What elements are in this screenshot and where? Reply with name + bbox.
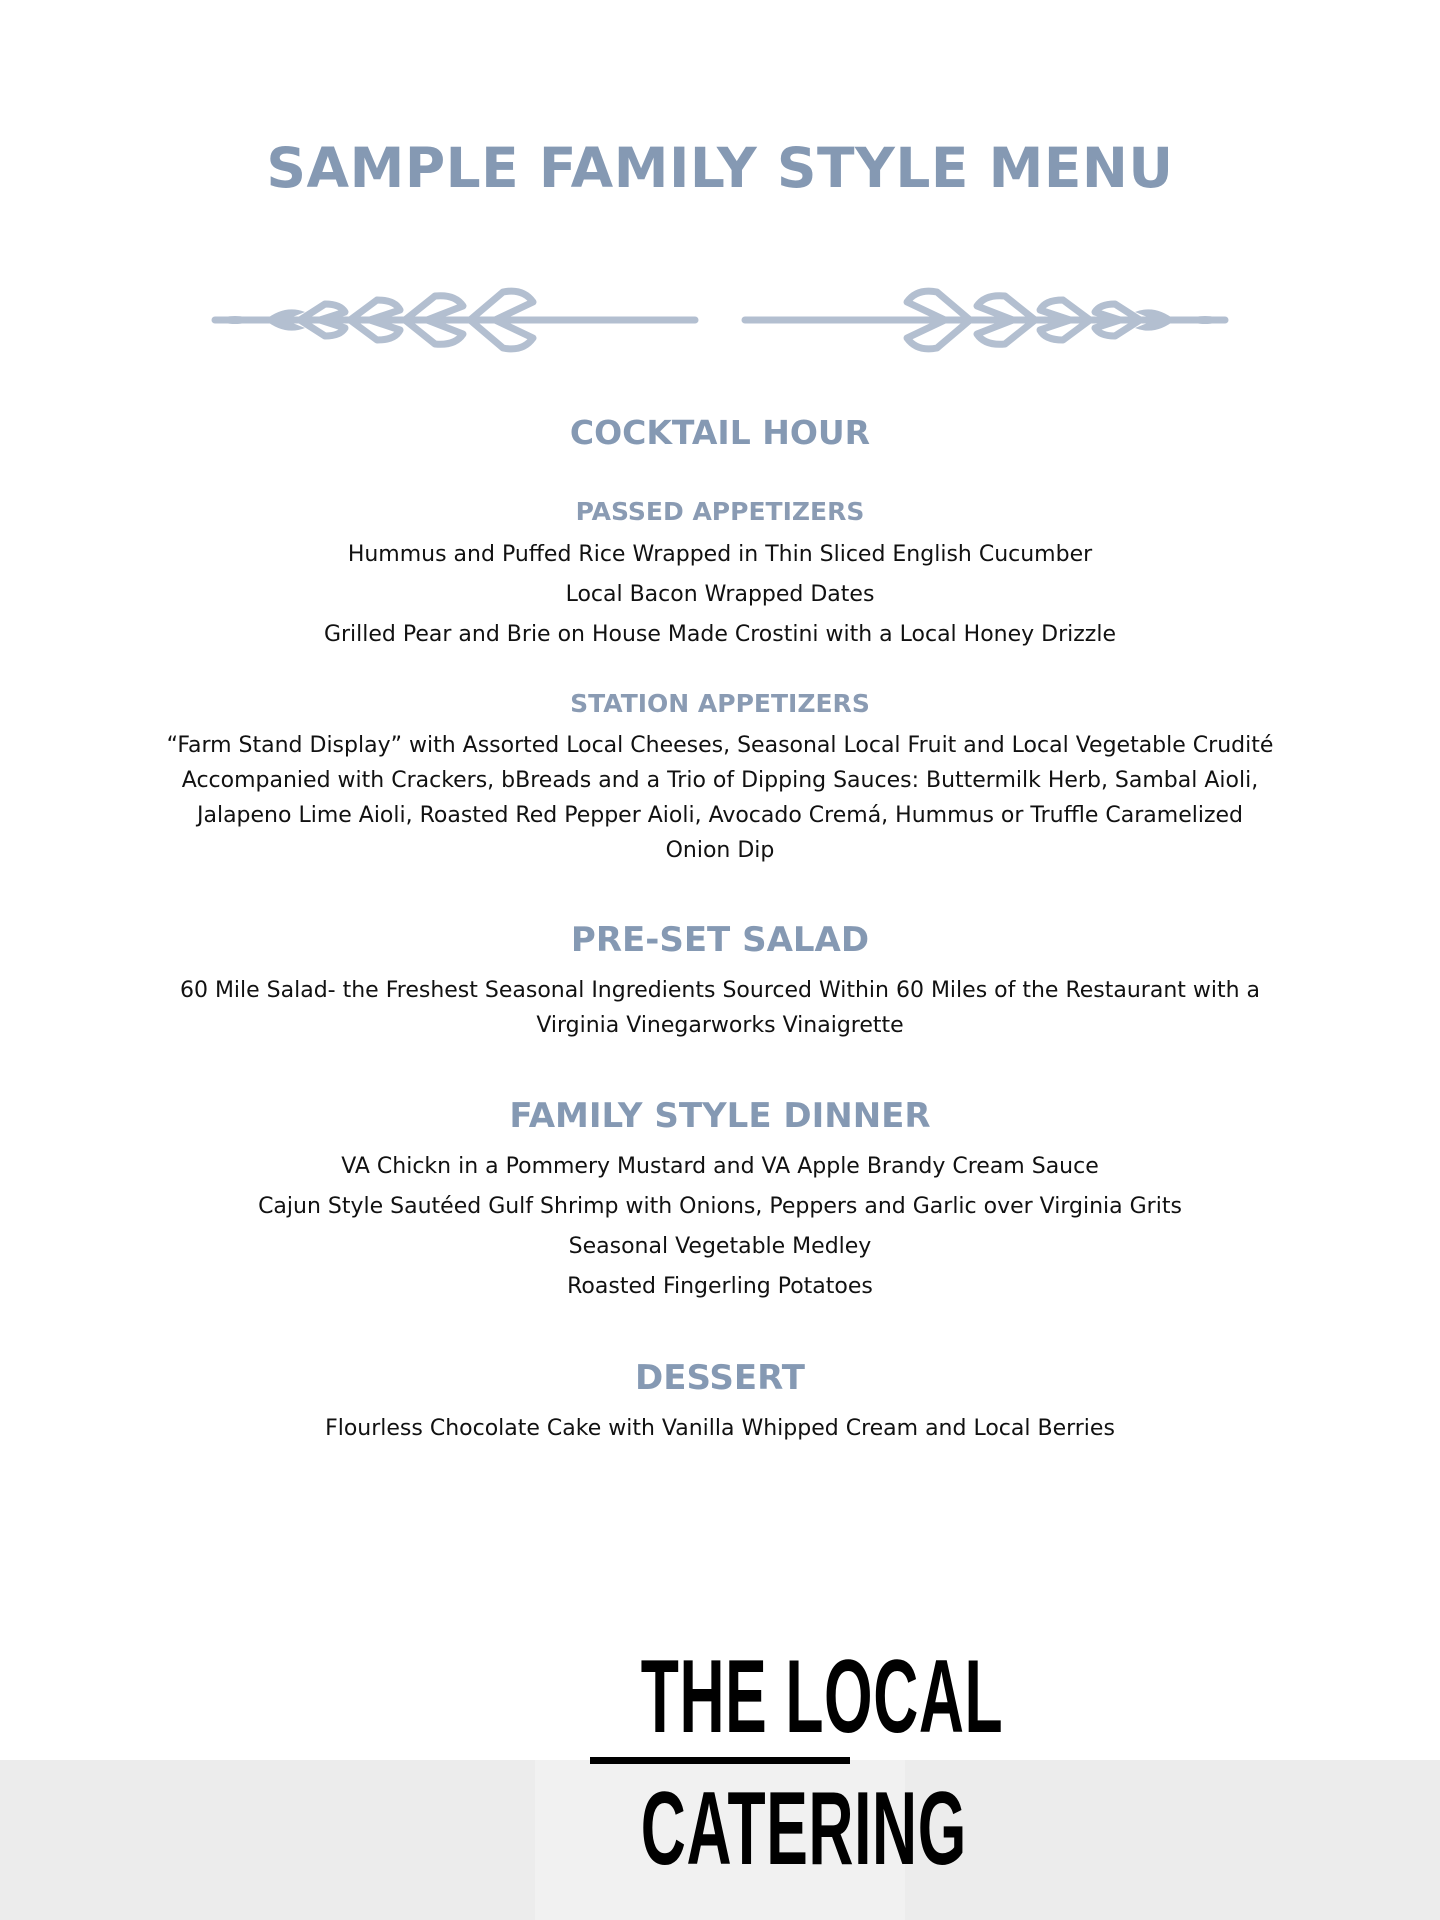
station-appetizers-title: STATION APPETIZERS <box>570 689 870 718</box>
station-appetizer-line: Jalapeno Lime Aioli, Roasted Red Pepper Aioli, Avocado Cremá, Hummus or Truffle Caramelized <box>196 803 1244 828</box>
dessert-item: Flourless Chocolate Cake with Vanilla Whipped Cream and Local Berries <box>325 1416 1115 1441</box>
dinner-item: Roasted Fingerling Potatoes <box>567 1274 873 1299</box>
dinner-item: VA Chickn in a Pommery Mustard and VA Apple Brandy Cream Sauce <box>341 1154 1099 1179</box>
station-appetizer-line: Onion Dip <box>665 838 775 863</box>
family-style-dinner-title: FAMILY STYLE DINNER <box>509 1096 931 1136</box>
dinner-item: Cajun Style Sautéed Gulf Shrimp with Onions, Peppers and Garlic over Virginia Grits <box>258 1194 1182 1219</box>
logo-rule <box>590 1757 850 1764</box>
station-appetizer-line: Accompanied with Crackers, bBreads and a Trio of Dipping Sauces: Buttermilk Herb, Sambal Aioli, <box>181 768 1259 793</box>
salad-line: Virginia Vinegarworks Vinaigrette <box>536 1013 904 1038</box>
salad-line: 60 Mile Salad- the Freshest Seasonal Ingredients Sourced Within 60 Miles of the Restaurant with a <box>179 978 1261 1003</box>
passed-appetizer-item: Local Bacon Wrapped Dates <box>565 582 875 607</box>
passed-appetizer-item: Grilled Pear and Brie on House Made Crostini with a Local Honey Drizzle <box>323 622 1117 647</box>
dessert-title: DESSERT <box>635 1358 805 1398</box>
pre-set-salad-title: PRE-SET SALAD <box>570 920 870 960</box>
laurel-branch-divider-icon <box>205 282 1235 358</box>
logo-line-top: THE LOCAL <box>640 1639 1004 1755</box>
passed-appetizer-item: Hummus and Puffed Rice Wrapped in Thin Sliced English Cucumber <box>347 542 1093 567</box>
the-local-catering-logo <box>588 1639 1004 1887</box>
logo-line-bottom: CATERING <box>640 1771 967 1887</box>
menu-title: SAMPLE FAMILY STYLE MENU <box>266 136 1174 200</box>
passed-appetizers-title: PASSED APPETIZERS <box>575 497 865 526</box>
dinner-item: Seasonal Vegetable Medley <box>568 1234 872 1259</box>
station-appetizer-line: “Farm Stand Display” with Assorted Local Cheeses, Seasonal Local Fruit and Local Vegetable Crudité <box>166 733 1274 758</box>
cocktail-hour-title: COCKTAIL HOUR <box>569 413 871 452</box>
